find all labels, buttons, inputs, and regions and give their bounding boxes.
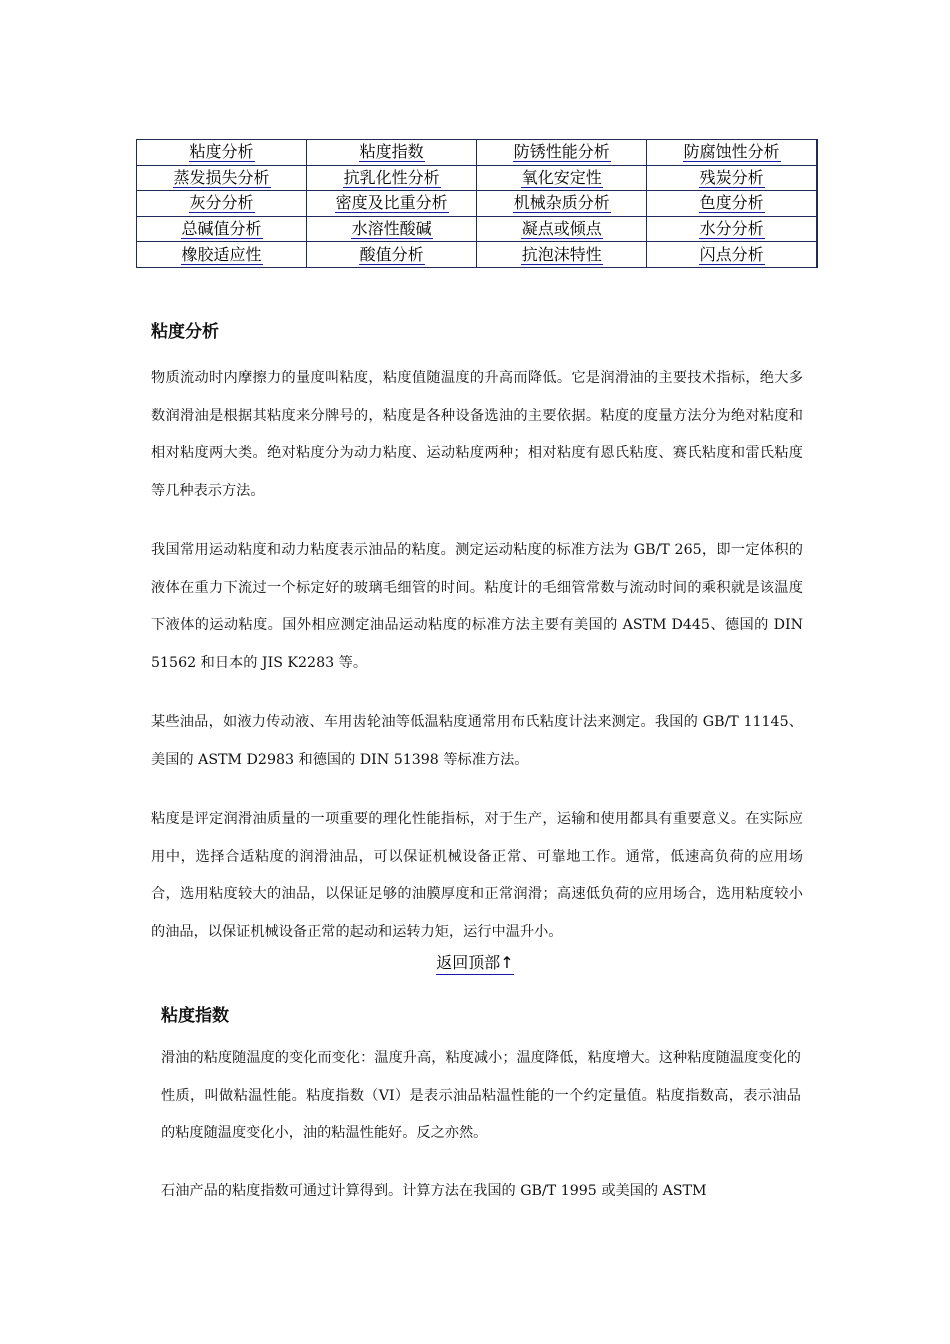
nav-link-acid-value[interactable]: 酸值分析	[359, 244, 424, 264]
nav-link-viscosity-index[interactable]: 粘度指数	[359, 142, 424, 162]
nav-row	[137, 216, 818, 242]
nav-link-color[interactable]: 色度分析	[699, 193, 764, 213]
paragraph: 某些油品，如液力传动液、车用齿轮油等低温粘度通常用布氏粘度计法来测定。我国的 GB/T 11145、美国的 ASTM D2983 和德国的 DIN 51398 等标准方法。	[151, 714, 803, 768]
paragraph: 石油产品的粘度指数可通过计算得到。计算方法在我国的 GB/T 1995 或美国的 ASTM	[161, 1182, 707, 1199]
nav-link-flash-point[interactable]: 闪点分析	[699, 244, 764, 264]
back-to-top	[0, 952, 950, 975]
section-viscosity-index	[161, 1002, 801, 1210]
nav-link-rust-prevention[interactable]: 防锈性能分析	[513, 142, 610, 162]
back-to-top-link[interactable]: 返回顶部↑	[436, 952, 513, 975]
nav-link-ash[interactable]: 灰分分析	[189, 193, 254, 213]
paragraph: 物质流动时内摩擦力的量度叫粘度，粘度值随温度的升高而降低。它是润滑油的主要技术指标，绝大多数润滑油是根据其粘度来分牌号的，粘度是各种设备选油的主要依据。粘度的度量方法分为绝对粘度和相对粘度两大类。绝对粘度分为动力粘度、运动粘度两种；相对粘度有恩氏粘度、赛氏粘度和雷氏粘度等几种表示方法。	[151, 370, 803, 499]
nav-link-density[interactable]: 密度及比重分析	[335, 193, 448, 213]
nav-row	[137, 242, 818, 268]
nav-link-rubber-compatibility[interactable]: 橡胶适应性	[181, 244, 262, 264]
paragraph: 粘度是评定润滑油质量的一项重要的理化性能指标，对于生产，运输和使用都具有重要意义。在实际应用中，选择合适粘度的润滑油品，可以保证机械设备正常、可靠地工作。通常，低速高负荷的应用场合，选用粘度较大的油品，以保证足够的油膜厚度和正常润滑；高速低负荷的应用场合，选用粘度较小的油品，以保证机械设备正常的起动和运转力矩，运行中温升小。	[151, 811, 803, 940]
nav-row	[137, 191, 818, 217]
nav-link-viscosity[interactable]: 粘度分析	[189, 142, 254, 162]
nav-link-oxidation-stability[interactable]: 氧化安定性	[521, 167, 602, 187]
section-title: 粘度指数	[161, 1006, 229, 1026]
nav-link-water-soluble-acid-base[interactable]: 水溶性酸碱	[351, 219, 432, 239]
nav-row	[137, 140, 818, 166]
section-viscosity	[151, 318, 803, 951]
nav-link-demulsibility[interactable]: 抗乳化性分析	[343, 167, 440, 187]
paragraph: 滑油的粘度随温度的变化而变化：温度升高，粘度减小；温度降低，粘度增大。这种粘度随温度变化的性质，叫做粘温性能。粘度指数（VI）是表示油品粘温性能的一个约定量值。粘度指数高，表示油品的粘度随温度变化小，油的粘温性能好。反之亦然。	[161, 1050, 801, 1141]
nav-row	[137, 165, 818, 191]
nav-link-mechanical-impurities[interactable]: 机械杂质分析	[513, 193, 610, 213]
nav-link-corrosion[interactable]: 防腐蚀性分析	[683, 142, 780, 162]
nav-link-water-content[interactable]: 水分分析	[699, 219, 764, 239]
section-title: 粘度分析	[151, 322, 219, 342]
nav-link-anti-foam[interactable]: 抗泡沫特性	[521, 244, 602, 264]
nav-table	[136, 139, 818, 268]
paragraph: 我国常用运动粘度和动力粘度表示油品的粘度。测定运动粘度的标准方法为 GB/T 265，即一定体积的液体在重力下流过一个标定好的玻璃毛细管的时间。粘度计的毛细管常数与流动时间的乘积就是该温度下液体的运动粘度。国外相应测定油品运动粘度的标准方法主要有美国的 ASTM D445、德国的 DIN 51562 和日本的 JIS K2283 等。	[151, 542, 803, 671]
nav-link-total-base-number[interactable]: 总碱值分析	[181, 219, 262, 239]
nav-link-carbon-residue[interactable]: 残炭分析	[699, 167, 764, 187]
nav-link-evaporation-loss[interactable]: 蒸发损失分析	[173, 167, 270, 187]
nav-link-pour-point[interactable]: 凝点或倾点	[521, 219, 602, 239]
